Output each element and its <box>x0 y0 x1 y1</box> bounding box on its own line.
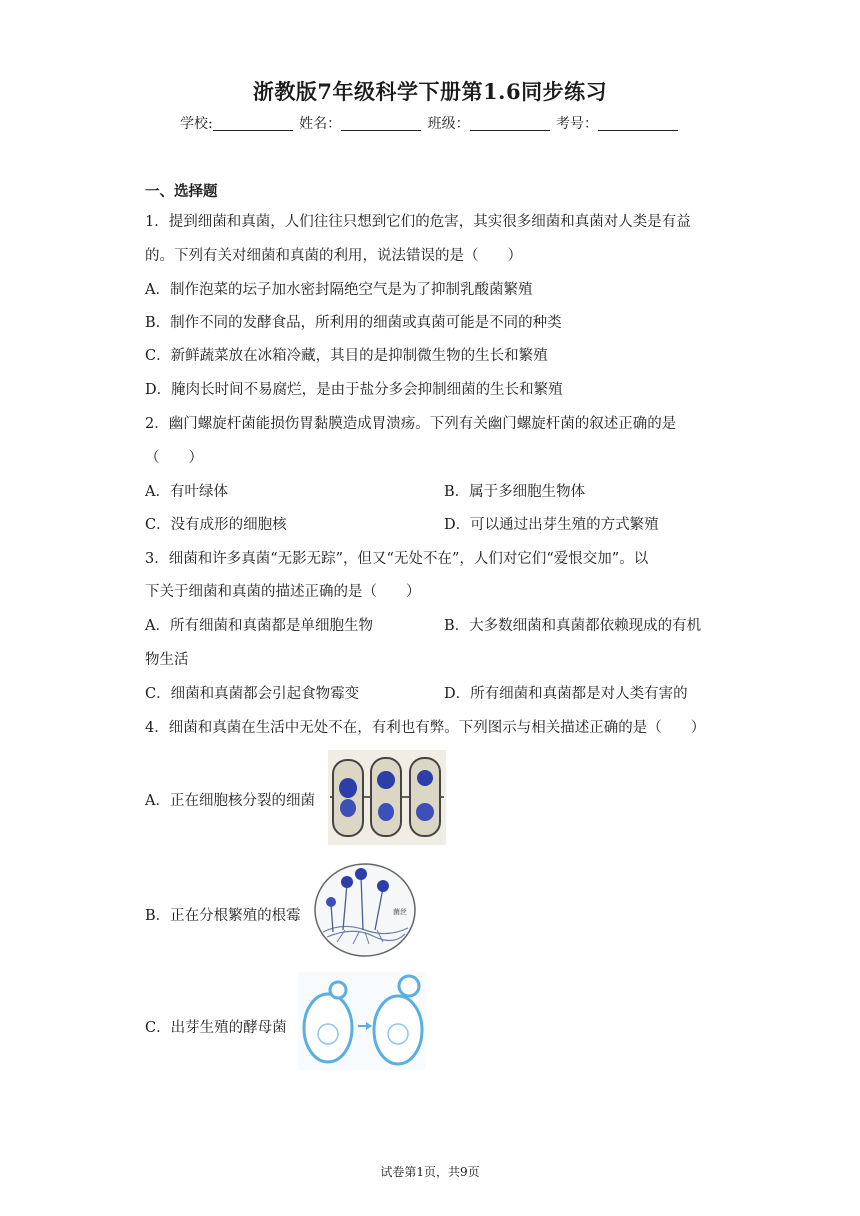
class-blank <box>470 116 550 131</box>
q2-option-a: A．有叶绿体 <box>145 484 228 500</box>
class-label: 班级： <box>427 116 470 132</box>
school-label: 学校: <box>179 116 213 132</box>
exam-number-label: 考号： <box>556 116 599 132</box>
q3-option-b-continued: 物生活 <box>145 652 189 668</box>
q4-option-c: C．出芽生殖的酵母菌 <box>145 1020 287 1036</box>
q3-option-d: D．所有细菌和真菌都是对人类有害的 <box>444 686 688 702</box>
q3-stem-line1: 3．细菌和许多真菌“无影无踪”，但又“无处不在”，人们对它们“爱恨交加”。以 <box>145 551 649 567</box>
q4-stem: 4．细菌和真菌在生活中无处不在，有利也有弊。下列图示与相关描述正确的是（ ） <box>145 720 706 736</box>
budding-yeast-figure <box>298 972 426 1070</box>
student-info-line <box>0 113 860 133</box>
q4-option-a: A．正在细胞核分裂的细菌 <box>145 793 315 809</box>
q3-option-c: C．细菌和真菌都会引起食物霉变 <box>145 686 360 702</box>
q1-option-a: A．制作泡菜的坛子加水密封隔绝空气是为了抑制乳酸菌繁殖 <box>145 282 533 298</box>
q1-option-c: C．新鲜蔬菜放在冰箱冷藏，其目的是抑制微生物的生长和繁殖 <box>145 348 548 364</box>
q1-option-d: D．腌肉长时间不易腐烂，是由于盐分多会抑制细菌的生长和繁殖 <box>145 382 563 398</box>
q1-stem-line2: 的。下列有关对细菌和真菌的利用，说法错误的是（ ） <box>145 248 522 264</box>
school-blank <box>213 116 293 131</box>
hyphae-label: 菌丝 <box>393 908 407 916</box>
q2-option-b: B．属于多细胞生物体 <box>444 484 586 500</box>
section-heading: 一、选择题 <box>145 183 218 200</box>
q1-option-b: B．制作不同的发酵食品，所利用的细菌或真菌可能是不同的种类 <box>145 315 562 331</box>
q3-option-a: A．所有细菌和真菌都是单细胞生物 <box>145 618 373 634</box>
page-footer: 试卷第1页，共9页 <box>380 1165 480 1179</box>
exam-number-blank <box>598 116 678 131</box>
q4-option-b: B．正在分根繁殖的根霉 <box>145 908 301 924</box>
q1-stem-line1: 1．提到细菌和真菌，人们往往只想到它们的危害，其实很多细菌和真菌对人类是有益 <box>145 214 691 230</box>
q2-stem-line1: 2．幽门螺旋杆菌能损伤胃黏膜造成胃溃疡。下列有关幽门螺旋杆菌的叙述正确的是 <box>145 416 677 432</box>
rhizopus-figure <box>313 862 417 958</box>
name-blank <box>341 116 421 131</box>
q2-stem-line2: （ ） <box>145 450 203 466</box>
q2-option-c: C．没有成形的细胞核 <box>145 517 287 533</box>
dividing-bacteria-figure <box>328 750 446 845</box>
q3-stem-line2: 下关于细菌和真菌的描述正确的是（ ） <box>145 584 421 600</box>
q3-option-b: B．大多数细菌和真菌都依赖现成的有机 <box>444 618 702 634</box>
name-label: 姓名： <box>299 116 342 132</box>
page-title: 浙教版7年级科学下册第1.6同步练习 <box>252 79 608 104</box>
q2-option-d: D．可以通过出芽生殖的方式繁殖 <box>444 517 659 533</box>
